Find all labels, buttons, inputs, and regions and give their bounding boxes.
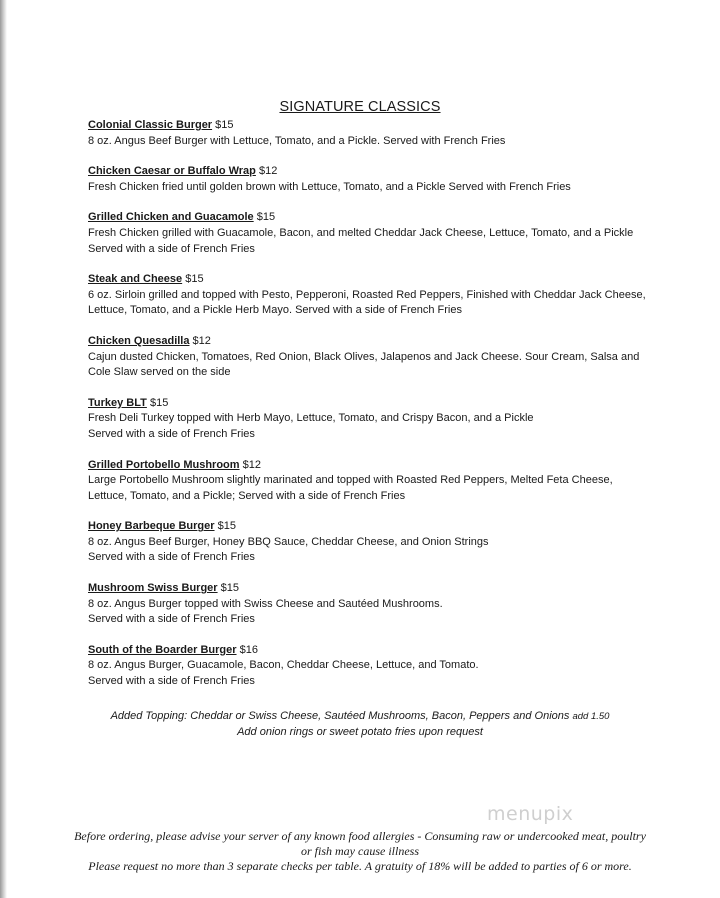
item-price: $12: [258, 165, 278, 178]
item-description: 8 oz. Angus Beef Burger with Lettuce, Tomato, and a Pickle. Served with French Fries: [88, 134, 506, 147]
section-title: SIGNATURE CLASSICS: [279, 99, 441, 115]
topping-price: add 1.50: [572, 711, 610, 722]
item-price: $15: [149, 396, 169, 409]
item-price: $15: [185, 273, 204, 286]
item-description: 8 oz. Angus Beef Burger, Honey BBQ Sauce, Cheddar Cheese, and Onion Strings Served with a side of French Fries: [88, 535, 489, 564]
item-name: Grilled Chicken and Guacamole: [88, 211, 254, 224]
item-name: Mushroom Swiss Burger: [88, 582, 218, 595]
item-name: Chicken Quesadilla: [88, 334, 190, 347]
menu-item-list: [88, 118, 648, 690]
topping-text: Added Topping: Cheddar or Swiss Cheese, Sautéed Mushrooms, Bacon, Peppers and Onions: [110, 710, 570, 722]
item-name: Honey Barbeque Burger: [88, 520, 215, 533]
menu-item: [88, 458, 648, 505]
menu-item: [88, 519, 648, 566]
item-price: $16: [239, 643, 258, 656]
menu-item: [88, 272, 648, 319]
menu-item: [88, 164, 648, 195]
item-description: 6 oz. Sirloin grilled and topped with Pesto, Pepperoni, Roasted Red Peppers, Finished with Cheddar Jack Cheese, Lettuce, Tomato, and a Pickle Herb Mayo. Served with a side of French Fries: [88, 288, 646, 317]
menu-item: [88, 396, 648, 443]
topping-line: [0, 709, 720, 725]
sides-line: Add onion rings or sweet potato fries upon request: [237, 725, 483, 738]
item-description: Cajun dusted Chicken, Tomatoes, Red Onion, Black Olives, Jalapenos and Jack Cheese. Sour Cream, Salsa and Cole Slaw served on the side: [88, 350, 640, 379]
page-edge-shadow: [0, 0, 7, 898]
item-description: Fresh Chicken grilled with Guacamole, Bacon, and melted Cheddar Jack Cheese, Lettuce, Tomato, and a Pickle Served with a side of French Fries: [88, 226, 634, 255]
menu-item: [88, 118, 648, 149]
item-description: Fresh Chicken fried until golden brown with Lettuce, Tomato, and a Pickle Served with French Fries: [88, 180, 571, 193]
item-name: Steak and Cheese: [88, 273, 183, 286]
footer-notice: [70, 829, 650, 874]
menupix-watermark: menupix: [487, 803, 574, 825]
item-price: $12: [242, 458, 261, 471]
item-description: Fresh Deli Turkey topped with Herb Mayo, Lettuce, Tomato, and Crispy Bacon, and a Pickle Served with a side of French Fries: [88, 412, 534, 440]
item-name: Chicken Caesar or Buffalo Wrap: [88, 165, 256, 178]
menu-item: [88, 334, 648, 381]
menu-item: [88, 581, 648, 628]
item-name: Grilled Portobello Mushroom: [88, 458, 240, 471]
topping-notes: [0, 709, 720, 740]
menu-item: [88, 643, 648, 690]
item-description: 8 oz. Angus Burger, Guacamole, Bacon, Cheddar Cheese, Lettuce, and Tomato. Served with a side of French Fries: [88, 659, 479, 688]
item-price: $15: [217, 520, 236, 533]
item-price: $15: [220, 582, 239, 595]
menu-item: [88, 210, 648, 257]
item-name: Colonial Classic Burger: [88, 119, 213, 131]
allergy-notice: Before ordering, please advise your server of any known food allergies - Consuming raw or undercooked meat, poultry or fish may cause illness: [74, 829, 646, 858]
item-name: South of the Boarder Burger: [88, 643, 237, 656]
item-name: Turkey BLT: [88, 396, 147, 409]
item-description: 8 oz. Angus Burger topped with Swiss Cheese and Sautéed Mushrooms. Served with a side of French Fries: [88, 597, 443, 626]
checks-notice: Please request no more than 3 separate checks per table. A gratuity of 18% will be added to parties of 6 or more.: [88, 859, 632, 873]
item-price: $15: [215, 119, 234, 131]
item-description: Large Portobello Mushroom slightly marinated and topped with Roasted Red Peppers, Melted Feta Cheese, Lettuce, Tomato, and a Pickle; Served with a side of French Fries: [88, 474, 613, 502]
item-price: $12: [192, 334, 211, 347]
item-price: $15: [256, 211, 276, 224]
